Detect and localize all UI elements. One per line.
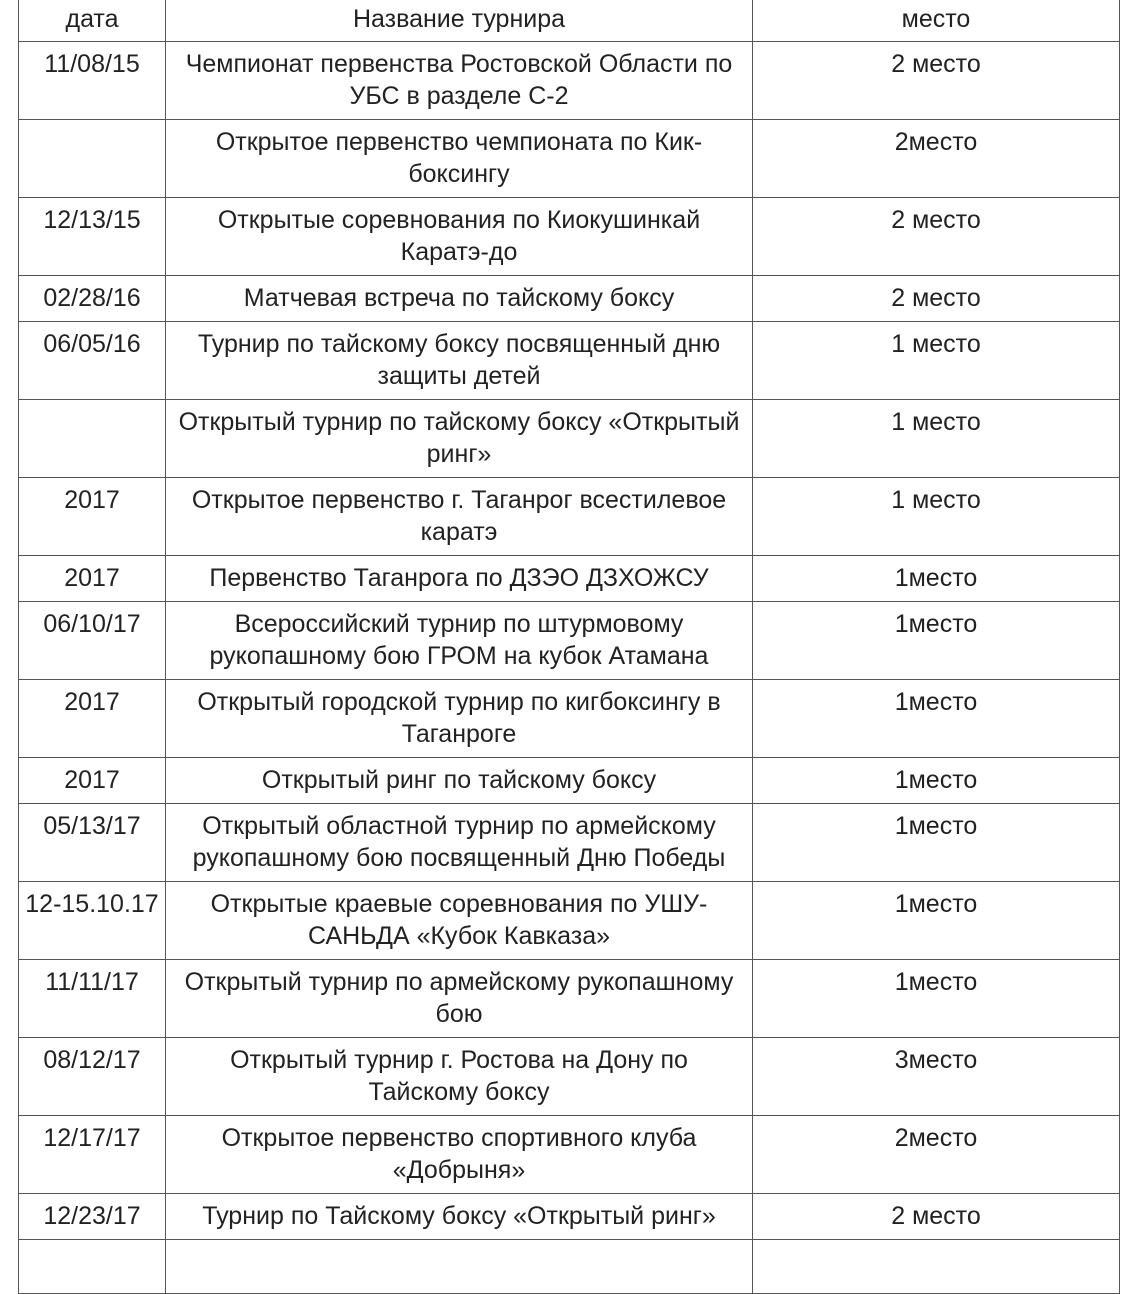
table-row bbox=[19, 276, 1120, 322]
cell-place: 2 место bbox=[753, 42, 1120, 120]
table-header-row bbox=[19, 0, 1120, 42]
cell-name: Открытое первенство чемпионата по Кик-боксингу bbox=[166, 120, 753, 198]
table-row bbox=[19, 198, 1120, 276]
cell-name: Открытое первенство спортивного клуба «Добрыня» bbox=[166, 1116, 753, 1194]
cell-place: 2место bbox=[753, 1116, 1120, 1194]
cell-name: Открытый турнир по армейскому рукопашному бою bbox=[166, 960, 753, 1038]
cell-place: 2место bbox=[753, 120, 1120, 198]
header-name: Название турнира bbox=[166, 0, 753, 42]
cell-date: 08/12/17 bbox=[19, 1038, 166, 1116]
cell-date: 2017 bbox=[19, 478, 166, 556]
cell-date: 11/08/15 bbox=[19, 42, 166, 120]
empty-cell bbox=[19, 1240, 166, 1294]
cell-date: 2017 bbox=[19, 556, 166, 602]
cell-name: Чемпионат первенства Ростовской Области по УБС в разделе С-2 bbox=[166, 42, 753, 120]
cell-place: 2 место bbox=[753, 198, 1120, 276]
table-row bbox=[19, 556, 1120, 602]
cell-place: 2 место bbox=[753, 276, 1120, 322]
cell-place: 1место bbox=[753, 680, 1120, 758]
table-row bbox=[19, 680, 1120, 758]
table-row bbox=[19, 322, 1120, 400]
cell-place: 1место bbox=[753, 556, 1120, 602]
cell-name: Турнир по тайскому боксу посвященный дню защиты детей bbox=[166, 322, 753, 400]
table-row bbox=[19, 882, 1120, 960]
cell-name: Турнир по Тайскому боксу «Открытый ринг» bbox=[166, 1194, 753, 1240]
header-date: дата bbox=[19, 0, 166, 42]
cell-place: 2 место bbox=[753, 1194, 1120, 1240]
cell-date bbox=[19, 400, 166, 478]
cell-name: Открытые соревнования по Киокушинкай Каратэ-до bbox=[166, 198, 753, 276]
table-row bbox=[19, 602, 1120, 680]
cell-date: 06/10/17 bbox=[19, 602, 166, 680]
cell-name: Матчевая встреча по тайскому боксу bbox=[166, 276, 753, 322]
table-row bbox=[19, 1038, 1120, 1116]
table-row bbox=[19, 42, 1120, 120]
tournament-table bbox=[18, 0, 1120, 1294]
table-row bbox=[19, 804, 1120, 882]
cell-date: 02/28/16 bbox=[19, 276, 166, 322]
cell-date bbox=[19, 120, 166, 198]
cell-date: 11/11/17 bbox=[19, 960, 166, 1038]
cell-place: 3место bbox=[753, 1038, 1120, 1116]
cell-place: 1место bbox=[753, 882, 1120, 960]
cell-date: 12-15.10.17 bbox=[19, 882, 166, 960]
empty-cell bbox=[753, 1240, 1120, 1294]
cell-place: 1 место bbox=[753, 400, 1120, 478]
table-row bbox=[19, 1194, 1120, 1240]
cell-date: 12/23/17 bbox=[19, 1194, 166, 1240]
cell-name: Открытый турнир г. Ростова на Дону по Тайскому боксу bbox=[166, 1038, 753, 1116]
cell-name: Открытые краевые соревнования по УШУ-САНЬДА «Кубок Кавказа» bbox=[166, 882, 753, 960]
table-row bbox=[19, 400, 1120, 478]
cell-date: 05/13/17 bbox=[19, 804, 166, 882]
cell-name: Открытый областной турнир по армейскому рукопашному бою посвященный Дню Победы bbox=[166, 804, 753, 882]
cell-name: Открытый городской турнир по кигбоксингу в Таганроге bbox=[166, 680, 753, 758]
table-row bbox=[19, 960, 1120, 1038]
cell-date: 06/05/16 bbox=[19, 322, 166, 400]
cell-name: Открытый турнир по тайскому боксу «Открытый ринг» bbox=[166, 400, 753, 478]
cell-name: Всероссийский турнир по штурмовому рукопашному бою ГРОМ на кубок Атамана bbox=[166, 602, 753, 680]
empty-row bbox=[19, 1240, 1120, 1294]
header-place: место bbox=[753, 0, 1120, 42]
cell-name: Открытое первенство г. Таганрог всестилевое каратэ bbox=[166, 478, 753, 556]
empty-cell bbox=[166, 1240, 753, 1294]
table-row bbox=[19, 120, 1120, 198]
cell-place: 1 место bbox=[753, 322, 1120, 400]
cell-date: 2017 bbox=[19, 680, 166, 758]
cell-place: 1 место bbox=[753, 478, 1120, 556]
cell-date: 12/13/15 bbox=[19, 198, 166, 276]
table-row bbox=[19, 758, 1120, 804]
cell-name: Первенство Таганрога по ДЗЭО ДЗХОЖСУ bbox=[166, 556, 753, 602]
cell-date: 2017 bbox=[19, 758, 166, 804]
cell-name: Открытый ринг по тайскому боксу bbox=[166, 758, 753, 804]
cell-date: 12/17/17 bbox=[19, 1116, 166, 1194]
table-row bbox=[19, 478, 1120, 556]
cell-place: 1место bbox=[753, 758, 1120, 804]
cell-place: 1место bbox=[753, 602, 1120, 680]
cell-place: 1место bbox=[753, 960, 1120, 1038]
table-row bbox=[19, 1116, 1120, 1194]
cell-place: 1место bbox=[753, 804, 1120, 882]
